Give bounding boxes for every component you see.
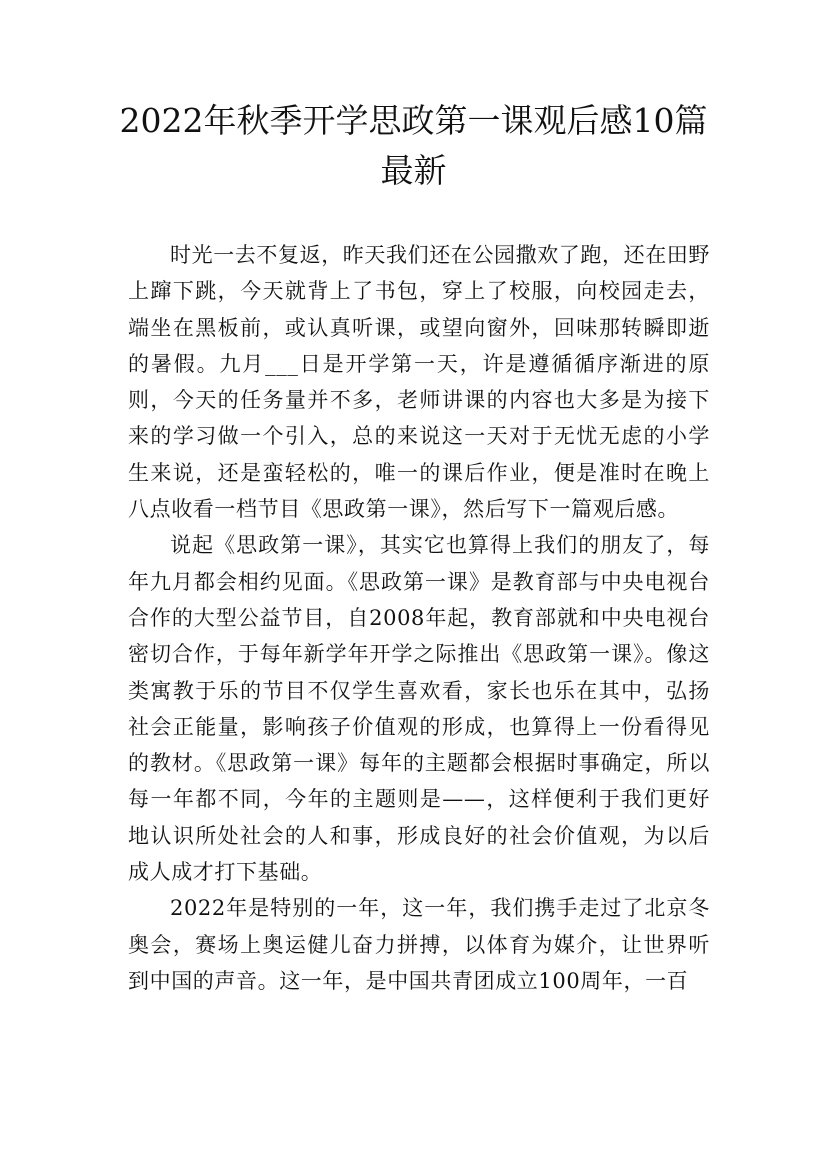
paragraph-1: 时光一去不复返，昨天我们还在公园撒欢了跑，还在田野上蹿下跳，今天就背上了书包，穿上了校服，向校园走去，端坐在黑板前，或认真听课，或望向窗外，回味那转瞬即逝的暑假。九月___日是开学第一天，许是遵循循序渐进的原则，今天的任务量并不多，老师讲课的内容也大多是为接下来的学习做一个引入，总的来说这一天对于无忧无虑的小学生来说，还是蛮轻松的，唯一的课后作业，便是准时在晚上八点收看一档节目《思政第一课》，然后写下一篇观后感。 [128,243,710,522]
document-title: 2022年秋季开学思政第一课观后感10篇最新 [119,101,708,190]
paragraph-2: 说起《思政第一课》，其实它也算得上我们的朋友了，每年九月都会相约见面。《思政第一课》是教育部与中央电视台合作的大型公益节目，自2008年起，教育部就和中央电视台密切合作，于每年新学年开学之际推出《思政第一课》。像这类寓教于乐的节目不仅学生喜欢看，家长也乐在其中，弘扬社会正能量，影响孩子价值观的形成，也算得上一份看得见的教材。《思政第一课》每年的主题都会根据时事确定，所以每一年都不同，今年的主题则是——，这样便利于我们更好地认识所处社会的人和事，形成良好的社会价值观，为以后成人成才打下基础。 [128,533,710,885]
paragraph-3: 2022年是特别的一年，这一年，我们携手走过了北京冬奥会，赛场上奥运健儿奋力拼搏，以体育为媒介，让世界听到中国的声音。这一年，是中国共青团成立100周年，一百 [128,896,710,993]
document-body [128,237,710,999]
